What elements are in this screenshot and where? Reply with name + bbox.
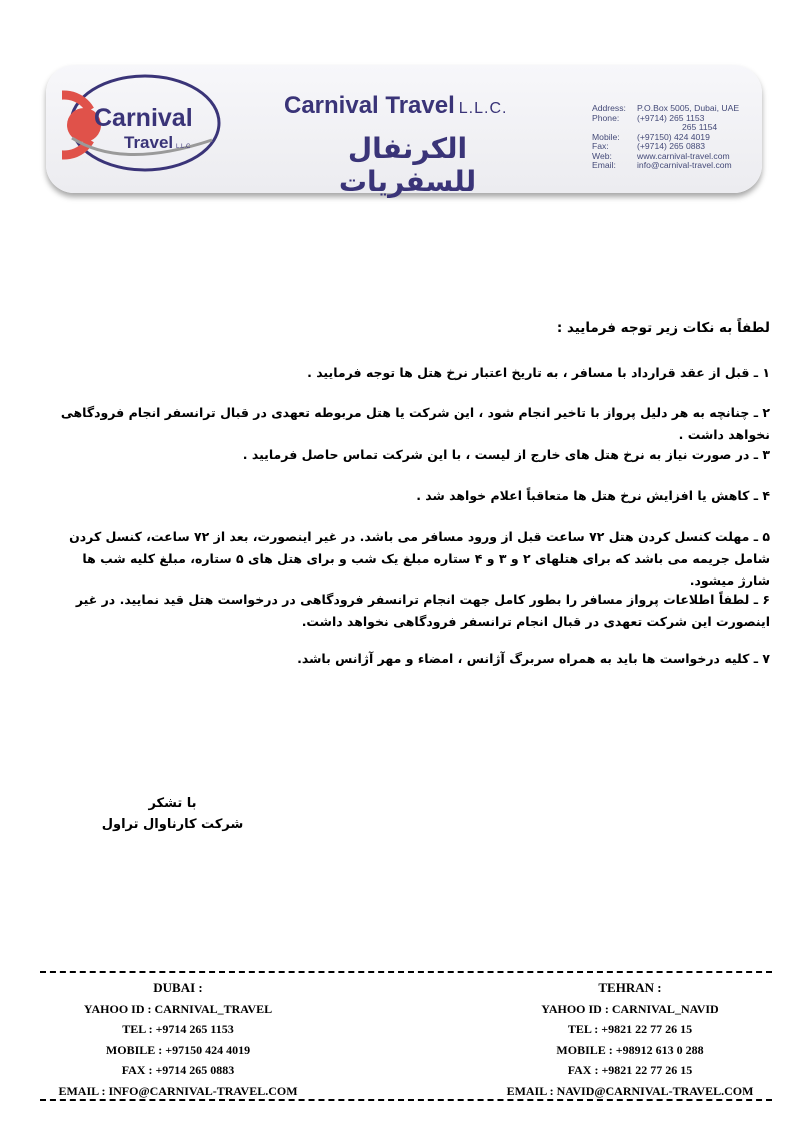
contact-label: Mobile: <box>592 131 620 142</box>
logo-suffix: L.L.C <box>176 144 191 150</box>
contact-email-link[interactable]: info@carnival-travel.com <box>637 160 732 170</box>
footer-yahoo-id: YAHOO ID : CARNIVAL_NAVID <box>541 1001 719 1016</box>
contact-value: 265 1154 <box>682 122 718 132</box>
contact-web-link[interactable]: www.carnival-travel.com <box>637 150 730 161</box>
contact-value: (+97150) 424 4019 <box>637 131 710 142</box>
contact-label: Address: <box>592 103 626 113</box>
company-suffix: L.L.C. <box>458 100 508 117</box>
note-item-5: ۵ ـ مهلت کنسل کردن هتل ۷۲ ساعت قبل از ورود مسافر می باشد. در غیر اینصورت، بعد از ۷۲ ساعت، کنسل کردن شامل جریمه می باشد که برای هتلهای ۲ و ۳ و ۴ ستاره مبلغ یک شب و برای هتل های ۵ ستاره، مبلغ کلیه شب ها شارژ میشود. <box>69 529 770 588</box>
footer-city-tehran: TEHRAN : <box>598 980 662 995</box>
footer-email[interactable]: EMAIL : NAVID@CARNIVAL-TRAVEL.COM <box>506 1083 754 1098</box>
contact-block <box>592 104 767 171</box>
footer-mobile: MOBILE : +98912 613 0 288 <box>556 1042 704 1057</box>
note-item-3: ۳ ـ در صورت نیاز به نرخ هتل های خارج از لیست ، با این شرکت تماس حاصل فرمایید . <box>242 447 770 462</box>
footer-fax: FAX : +9714 265 0883 <box>121 1063 235 1077</box>
footer-tel: TEL : +9821 22 77 26 15 <box>567 1022 693 1036</box>
signature-company: شرکت کارناوال تراول <box>101 817 244 832</box>
contact-value: (+9714) 265 0883 <box>637 141 706 151</box>
note-item-6: ۶ ـ لطفاً اطلاعات پرواز مسافر را بطور کامل جهت انجام ترانسفر فرودگاهی در درخواست هتل قید نمایید. در غیر اینصورت این شرکت تعهدی در قبال انجام ترانسفر فرودگاهی نخواهد داشت. <box>75 592 770 629</box>
company-name-arabic: الكرنفال للسفريات <box>338 132 477 198</box>
footer-city-dubai: DUBAI : <box>153 980 203 995</box>
logo-word-carnival: Carnival <box>94 104 193 132</box>
note-item-4: ۴ ـ کاهش یا افزایش نرخ هتل ها متعاقباً اعلام خواهد شد . <box>416 488 770 503</box>
note-item-1: ۱ ـ قبل از عقد قرارداد با مسافر ، به تاریخ اعتبار نرخ هتل ها توجه فرمایید . <box>307 365 770 380</box>
contact-row-email <box>592 161 767 171</box>
contact-label: Fax: <box>592 141 609 151</box>
footer-yahoo-id: YAHOO ID : CARNIVAL_TRAVEL <box>83 1001 273 1016</box>
notes-intro: لطفاً به نکات زیر توجه فرمایید : <box>556 320 770 336</box>
logo-word-travel: Travel <box>124 133 174 152</box>
footer-tehran-office <box>480 978 780 1101</box>
contact-label: Email: <box>592 160 616 170</box>
footer-fax: FAX : +9821 22 77 26 15 <box>567 1063 693 1077</box>
contact-value: (+9714) 265 1153 <box>637 112 705 123</box>
footer-mobile: MOBILE : +97150 424 4019 <box>105 1042 251 1057</box>
signature-block <box>100 793 245 835</box>
note-item-7: ۷ ـ کلیه درخواست ها باید به همراه سربرگ آژانس ، امضاء و مهر آژانس باشد. <box>297 651 770 666</box>
contact-label: Phone: <box>592 112 620 123</box>
company-name-text: Carnival Travel <box>284 92 455 119</box>
contact-value: P.O.Box 5005, Dubai, UAE <box>637 103 740 113</box>
footer-divider-top <box>40 971 772 973</box>
carnival-travel-logo <box>62 70 222 178</box>
note-item-2: ۲ ـ چنانچه به هر دلیل پرواز با تاخیر انجام شود ، این شرکت یا هتل مربوطه تعهدی در قبال ترانسفر انجام فرودگاهی نخواهد داشت . <box>60 405 770 442</box>
contact-label: Web: <box>592 150 612 161</box>
footer-tel: TEL : +9714 265 1153 <box>122 1022 234 1036</box>
signature-thanks: با تشکر <box>148 796 197 811</box>
contact-row-phone <box>592 114 767 124</box>
footer-divider-bottom <box>40 1099 772 1101</box>
footer-email[interactable]: EMAIL : INFO@CARNIVAL-TRAVEL.COM <box>58 1083 298 1098</box>
company-name-english <box>284 92 507 120</box>
footer-dubai-office <box>42 978 314 1101</box>
